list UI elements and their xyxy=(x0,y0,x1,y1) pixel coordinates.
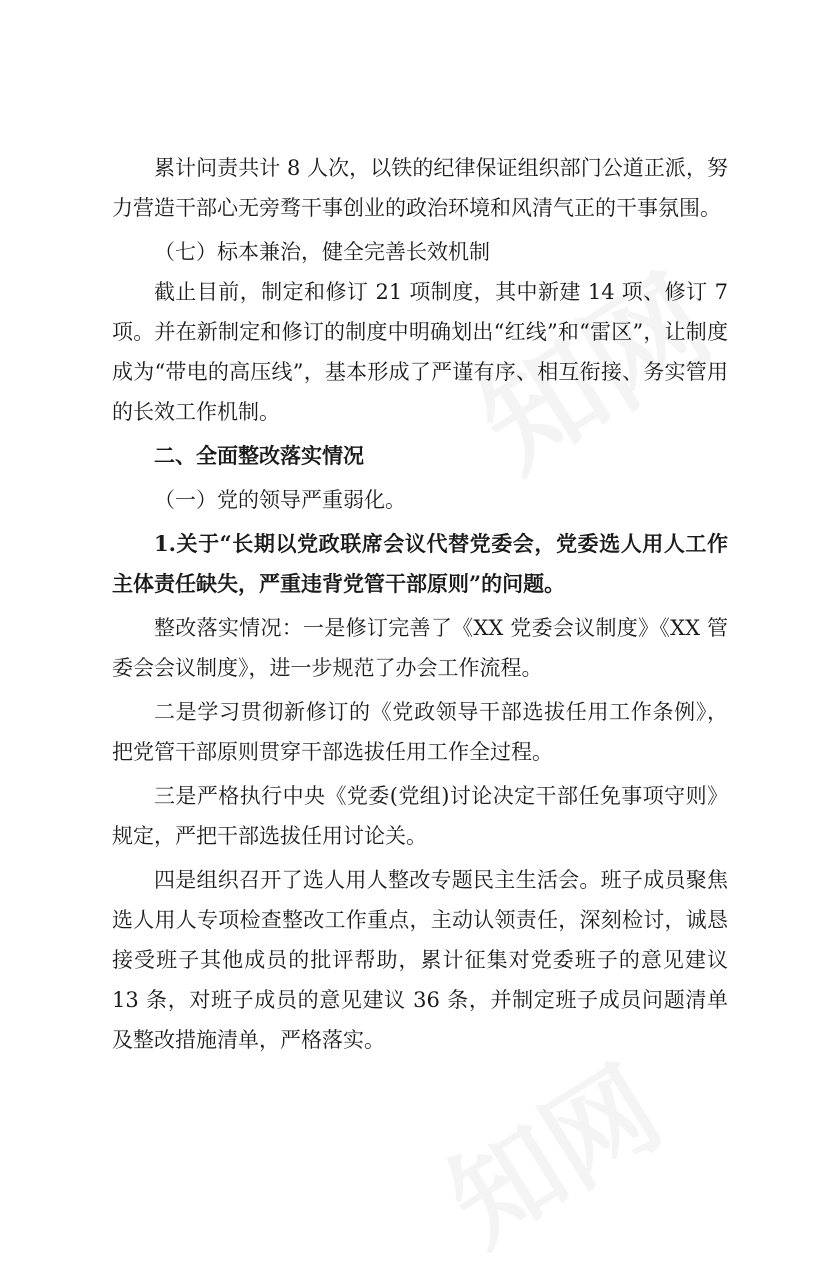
paragraph-rectification-4: 四是组织召开了选人用人整改专题民主生活会。班子成员聚焦选人用人专项检查整改工作重点，主动认领责任，深刻检讨，诚恳接受班子其他成员的批评帮助，累计征集对党委班子的意见建议 13 条，对班子成员的意见建议 36 条，并制定班子成员问题清单及整改措施清单，严格落实。 xyxy=(112,868,728,1052)
chapter-heading-2: 二、全面整改落实情况 xyxy=(154,444,364,468)
section-heading-1: （一）党的领导严重弱化。 xyxy=(154,488,406,512)
watermark xyxy=(415,1024,685,1274)
paragraph-rectification-3: 三是严格执行中央《党委(党组)讨论决定干部任免事项守则》规定，严把干部选拔任用讨论关。 xyxy=(112,784,728,848)
paragraph-accountability: 累计问责共计 8 人次，以铁的纪律保证组织部门公道正派，努力营造干部心无旁骛干事创业的政治环境和风清气正的干事氛围。 xyxy=(112,156,728,220)
paragraph-institutions: 截止目前，制定和修订 21 项制度，其中新建 14 项、修订 7 项。并在新制定和修订的制度中明确划出“红线”和“雷区”，让制度成为“带电的高压线”，基本形成了严谨有序、相互衔接、务实管用的长效工作机制。 xyxy=(112,280,728,424)
paragraph-rectification-2: 二是学习贯彻新修订的《党政领导干部选拔任用工作条例》，把党管干部原则贯穿干部选拔任用工作全过程。 xyxy=(112,700,728,764)
paragraph-rectification-1: 整改落实情况：一是修订完善了《XX 党委会议制度》《XX 管委会会议制度》，进一步规范了办会工作流程。 xyxy=(112,616,728,680)
document-body xyxy=(112,148,728,1060)
issue-heading-1: 1.关于“长期以党政联席会议代替党委会，党委选人用人工作主体责任缺失，严重违背党管干部原则”的问题。 xyxy=(112,531,728,596)
section-heading-7: （七）标本兼治，健全完善长效机制 xyxy=(154,240,490,264)
